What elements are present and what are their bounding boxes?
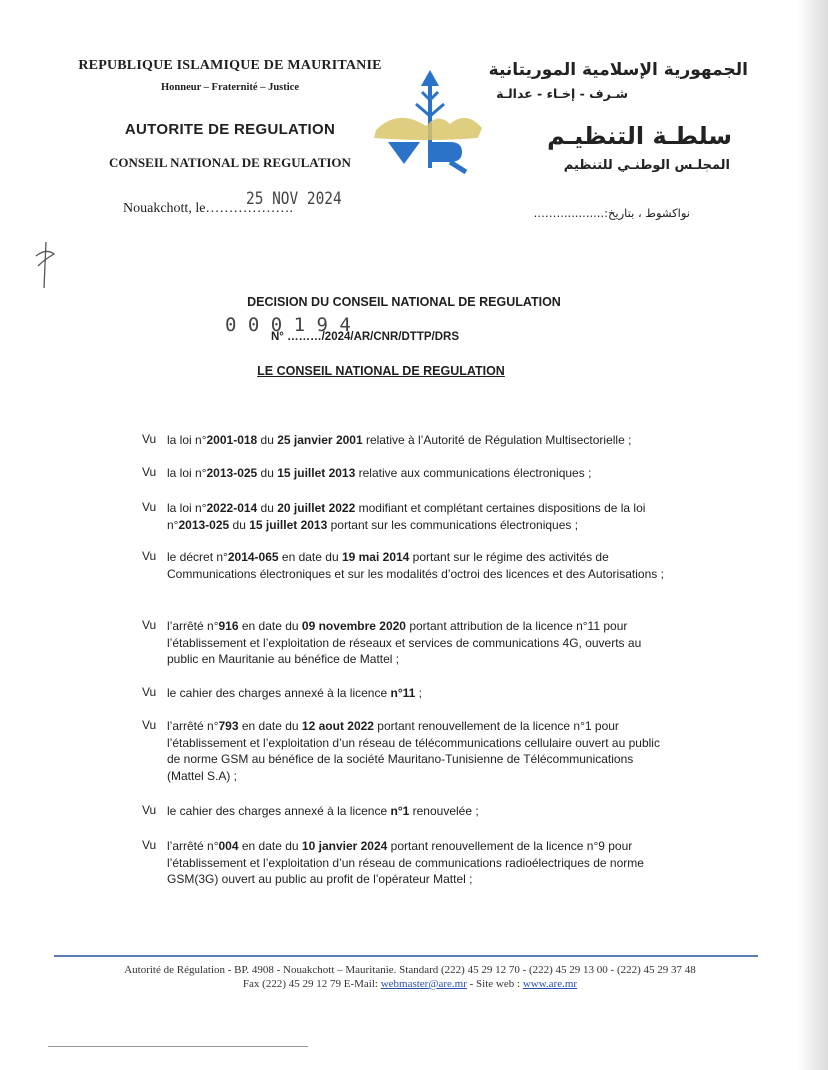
are-logo (368, 68, 488, 185)
republic-title-ar: الجمهورية الإسلامية الموريتانية (488, 60, 748, 80)
consideration-text: la loi n°2013-025 du 15 juillet 2013 relative aux communications électroniques ; (167, 466, 592, 480)
footer-fax: Fax (222) 45 29 12 79 E-Mail: (242, 978, 381, 990)
footer-address: Autorité de Régulation - BP. 4908 - Nouakchott – Mauritanie. Standard (222) 45 29 12 70 - (222) 45 29 13 00 - (222) 45 29 37 48 (124, 964, 696, 976)
footer-separator: - Site web : (466, 978, 523, 990)
decision-number: N° ………/2024/AR/CNR/DTTP/DRS (271, 331, 459, 343)
consideration-text: l’arrêté n°793 en date du 12 aout 2022 portant renouvellement de la licence n°1 pour l’établissement et l’exploitation d’un réseau de télécommunications cellulaire ouvert au public de norme GSM au bénéfice de la société Mauritano-Tunisienne de Télécommunications (Mattel S.A) ; (167, 719, 660, 783)
national-motto: Honneur – Fraternité – Justice (160, 82, 300, 93)
decision-title: DECISION DU CONSEIL NATIONAL DE REGULATION (247, 295, 561, 309)
consideration-text: l’arrêté n°004 en date du 10 janvier 2024 portant renouvellement de la licence n°9 pour l’établissement et l’exploitation d’un réseau de communications radioélectriques de norme GSM(3G) ouvert au public au profit de l’opérateur Mattel ; (167, 839, 644, 886)
handwritten-mark-icon (32, 240, 62, 295)
vu-label: Vu (142, 803, 157, 817)
place-date-label-ar: نواكشوط ، بتاريخ:............……. (533, 206, 690, 220)
vu-label: Vu (142, 549, 157, 563)
consideration-text: le décret n°2014-065 en date du 19 mai 2014 portant sur le régime des activités de Communications électroniques et sur les modalités d’octroi des licences et des Autorisations ; (167, 550, 664, 581)
authority-title: AUTORITE DE REGULATION (124, 121, 336, 138)
republic-title: REPUBLIQUE ISLAMIQUE DE MAURITANIE (78, 58, 382, 73)
handwritten-date: 25 NOV 2024 (246, 189, 342, 209)
handwritten-decision-number: 0 0 0 1 9 4 (225, 314, 351, 336)
vu-label: Vu (142, 718, 157, 732)
national-motto-ar: شـرف - إخـاء - عدالـة (496, 86, 628, 101)
place-date-label: Nouakchott, le………………. (123, 201, 293, 216)
authority-title-ar: سلطـة التنظيـم (547, 122, 732, 150)
bottom-rule (48, 1046, 308, 1047)
footer-email-link[interactable]: webmaster@are.mr (380, 978, 467, 990)
vu-label: Vu (142, 500, 157, 514)
consideration-text: la loi n°2001-018 du 25 janvier 2001 relative à l’Autorité de Régulation Multisectorielle ; (167, 433, 632, 447)
page-edge-shadow (798, 0, 828, 1070)
consideration-text: la loi n°2022-014 du 20 juillet 2022 modifiant et complétant certaines dispositions de la loi n°2013-025 du 15 juillet 2013 portant sur les communications électroniques ; (167, 501, 646, 532)
footer-contact (40, 978, 780, 990)
vu-label: Vu (142, 618, 157, 632)
footer-website-link[interactable]: www.are.mr (522, 978, 578, 990)
council-title-ar: المجلـس الوطنـي للتنظيم (563, 158, 730, 173)
vu-label: Vu (142, 838, 157, 852)
vu-label: Vu (142, 465, 157, 479)
vu-label: Vu (142, 685, 157, 699)
footer-divider (54, 955, 758, 957)
consideration-text: l’arrêté n°916 en date du 09 novembre 2020 portant attribution de la licence n°11 pour l’établissement et l’exploitation de réseaux et services de communications 4G, ouverts au public en Mauritanie au bénéfice de Mattel ; (167, 619, 642, 666)
consideration-text: le cahier des charges annexé à la licence n°11 ; (167, 686, 422, 700)
consideration-text: le cahier des charges annexé à la licence n°1 renouvelée ; (167, 804, 479, 818)
council-subtitle: LE CONSEIL NATIONAL DE REGULATION (257, 364, 505, 378)
council-title: CONSEIL NATIONAL DE REGULATION (109, 155, 351, 170)
vu-label: Vu (142, 432, 157, 446)
